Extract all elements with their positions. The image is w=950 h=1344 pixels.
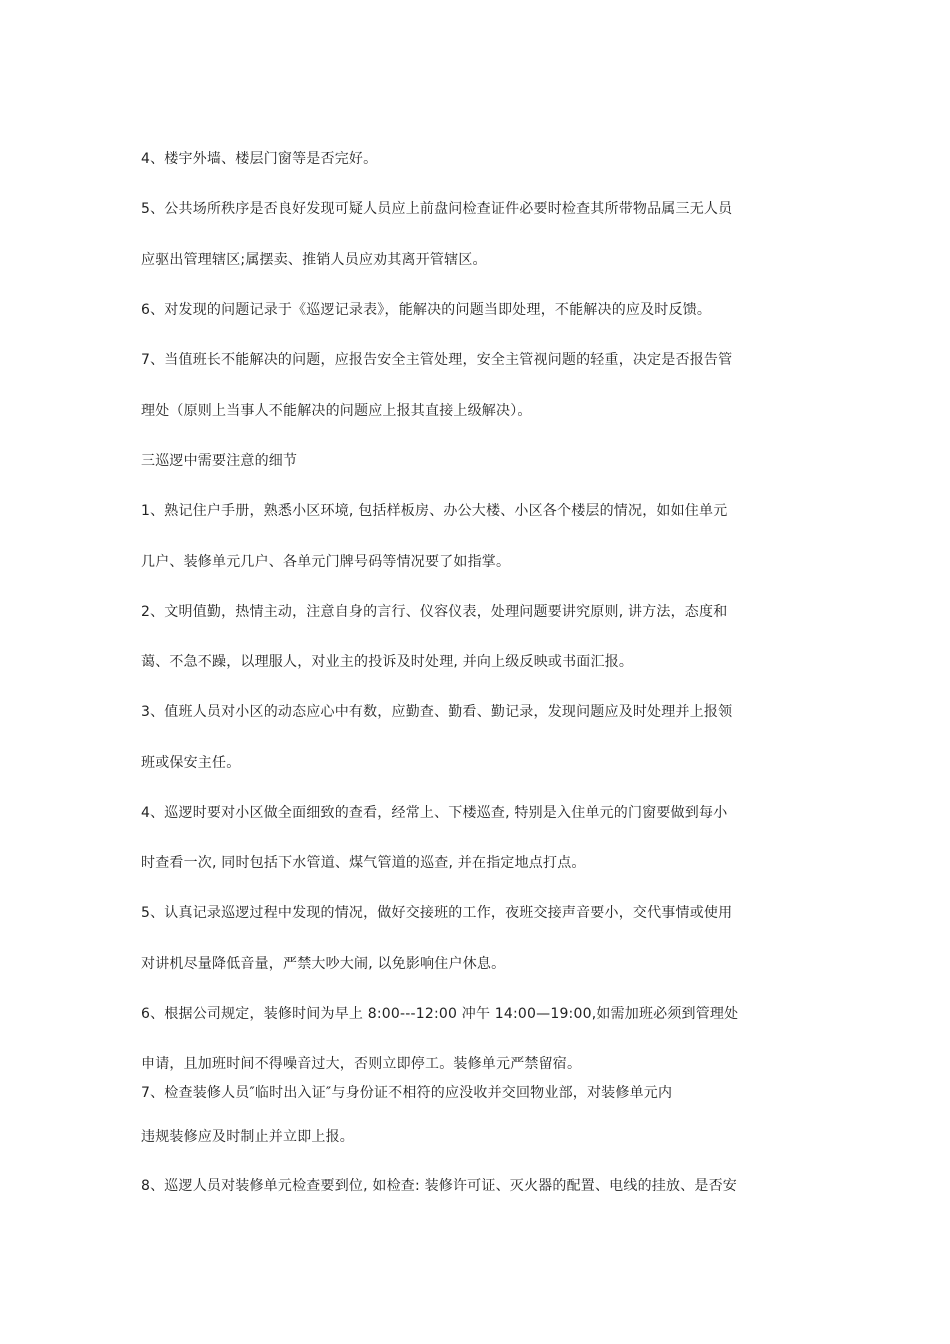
text-line-20: 7、检查装修人员″临时出入证″与身份证不相符的应没收并交回物业部，对装修单元内 [141, 1085, 673, 1101]
text-line-2: 5、公共场所秩序是否良好发现可疑人员应上前盘问检查证件必要时检查其所带物品属三无人员 [141, 201, 733, 217]
text-line-11: 蔼、不急不躁，以理服人，对业主的投诉及时处理, 并向上级反映或书面汇报。 [141, 654, 634, 670]
text-line-14: 4、巡逻时要对小区做全面细致的查看，经常上、下楼巡查, 特别是入住单元的门窗要做到每小 [141, 805, 728, 821]
text-line-9: 几户、装修单元几户、各单元门牌号码等情况要了如指掌。 [141, 554, 511, 570]
text-line-13: 班或保安主任。 [141, 755, 241, 771]
text-line-3: 应驱出管理辖区;属摆卖、推销人员应劝其离开管辖区。 [141, 252, 487, 268]
text-line-5: 7、当值班长不能解决的问题，应报告安全主管处理，安全主管视问题的轻重，决定是否报告管 [141, 352, 733, 368]
text-line-17: 对讲机尽量降低音量，严禁大吵大闹, 以免影响住户休息。 [141, 956, 506, 972]
text-line-1: 4、楼宇外墙、楼层门窗等是否完好。 [141, 151, 378, 167]
text-line-19: 申请，且加班时间不得噪音过大，否则立即停工。装修单元严禁留宿。 [141, 1056, 582, 1072]
text-line-12: 3、值班人员对小区的动态应心中有数，应勤查、勤看、勤记录，发现问题应及时处理并上报领 [141, 704, 733, 720]
text-line-8: 1、熟记住户手册，熟悉小区环境, 包括样板房、办公大楼、小区各个楼层的情况，如如住单元 [141, 503, 728, 519]
text-line-10: 2、文明值勤，热情主动，注意自身的言行、仪容仪表，处理问题要讲究原则, 讲方法，态度和 [141, 604, 728, 620]
text-line-4: 6、对发现的问题记录于《巡逻记录表》，能解决的问题当即处理，不能解决的应及时反馈。 [141, 302, 712, 318]
text-line-15: 时查看一次, 同时包括下水管道、煤气管道的巡查, 并在指定地点打点。 [141, 855, 586, 871]
text-line-18: 6、根据公司规定，装修时间为早上 8:00---12:00 冲午 14:00—19:00,如需加班必须到管理处 [141, 1006, 739, 1022]
text-line-6: 理处（原则上当事人不能解决的问题应上报其直接上级解决）。 [141, 403, 532, 419]
text-line-16: 5、认真记录巡逻过程中发现的情况，做好交接班的工作，夜班交接声音要小，交代事情或使用 [141, 905, 733, 921]
text-line-22: 8、巡逻人员对装修单元检查要到位, 如检查: 装修许可证、灭火器的配置、电线的挂放、是否安 [141, 1178, 737, 1194]
text-line-21: 违规装修应及时制止并立即上报。 [141, 1129, 354, 1145]
section-heading: 三巡逻中需要注意的细节 [141, 453, 298, 469]
